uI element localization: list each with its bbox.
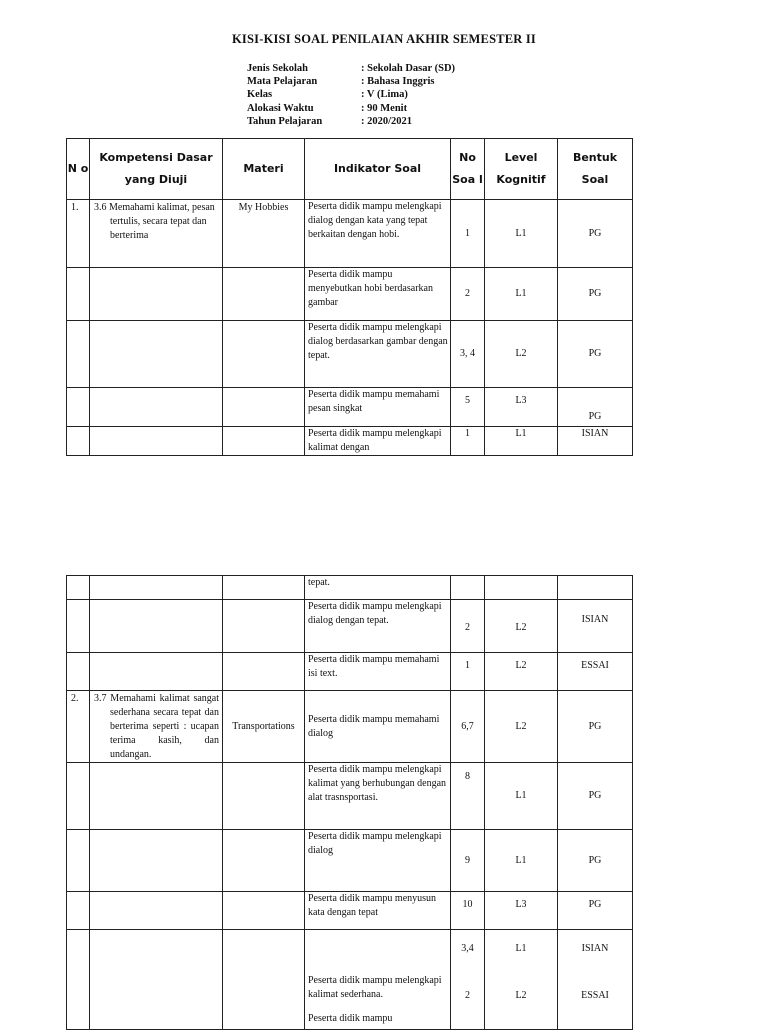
cell-indikator: Peserta didik mampu menyusun kata dengan tepat xyxy=(305,892,451,930)
header-indikator-soal: Indikator Soal xyxy=(305,139,451,200)
cell-indikator: Peserta didik mampu melengkapi dialog dengan tepat. xyxy=(305,600,451,653)
cell-kompetensi-dasar xyxy=(90,321,223,388)
cell-level: L1 xyxy=(485,268,558,321)
cell-no xyxy=(67,763,90,830)
cell-kompetensi-dasar xyxy=(90,653,223,691)
cell-materi: Transportations xyxy=(223,691,305,763)
cell-no xyxy=(67,268,90,321)
cell-bentuk xyxy=(558,576,633,600)
indikator-text: Peserta didik mampu melengkapi kalimat sederhana. xyxy=(308,975,442,1000)
cell-bentuk: ESSAI xyxy=(558,653,633,691)
cell-level: L1 xyxy=(485,763,558,830)
cell-no: 2. xyxy=(67,691,90,763)
kd-text: 3.6 Memahami kalimat, pesan tertulis, secara tepat dan berterima xyxy=(94,202,215,241)
cell-materi xyxy=(223,576,305,600)
cell-indikator: Peserta didik mampu melengkapi dialog dengan kata yang tepat berkaitan dengan hobi. xyxy=(305,200,451,268)
cell-materi xyxy=(223,763,305,830)
meta-value: : Sekolah Dasar (SD) xyxy=(361,63,456,74)
cell-no-soal: 3, 4 xyxy=(451,321,485,388)
level-value: L1 xyxy=(515,943,527,954)
meta-label: Jenis Sekolah xyxy=(247,63,308,74)
cell-indikator: Peserta didik mampu melengkapi kalimat dengan xyxy=(305,427,451,456)
cell-kompetensi-dasar xyxy=(90,576,223,600)
meta-label: Mata Pelajaran xyxy=(247,76,318,88)
cell-materi xyxy=(223,427,305,456)
cell-kompetensi-dasar xyxy=(90,691,223,763)
cell-no xyxy=(67,892,90,930)
cell-no xyxy=(67,388,90,427)
header-no-soal: No Soa l xyxy=(451,139,485,200)
cell-kompetensi-dasar xyxy=(90,892,223,930)
table-row xyxy=(67,892,633,930)
cell-no xyxy=(67,830,90,892)
cell-no-soal xyxy=(451,576,485,600)
table-row xyxy=(67,576,633,600)
table-row xyxy=(67,427,633,456)
cell-no-soal: 5 xyxy=(451,388,485,427)
cell-bentuk: ISIAN xyxy=(558,427,633,456)
document-title: KISI-KISI SOAL PENILAIAN AKHIR SEMESTER II xyxy=(232,32,536,46)
cell-no xyxy=(67,653,90,691)
meta-label: Kelas xyxy=(247,89,273,101)
cell-level: L1 xyxy=(485,830,558,892)
cell-indikator: Peserta didik mampu memahami pesan singkat xyxy=(305,388,451,427)
kisi-kisi-table-page1 xyxy=(66,138,633,456)
cell-indikator: Peserta didik mampu menyebutkan hobi berdasarkan gambar xyxy=(305,268,451,321)
no-soal-value: 2 xyxy=(465,990,470,1001)
cell-indikator: Peserta didik mampu melengkapi dialog xyxy=(305,830,451,892)
cell-level: L2 xyxy=(485,653,558,691)
table-row xyxy=(67,200,633,268)
cell-materi xyxy=(223,600,305,653)
header-level-kognitif: Level Kognitif xyxy=(485,139,558,200)
cell-kompetensi-dasar xyxy=(90,268,223,321)
meta-value: : 90 Menit xyxy=(361,102,408,114)
cell-level: L3 xyxy=(485,388,558,427)
header-materi: Materi xyxy=(223,139,305,200)
meta-value: : 2020/2021 xyxy=(361,115,413,127)
cell-indikator: tepat. xyxy=(305,576,451,600)
cell-indikator xyxy=(305,930,451,1030)
cell-bentuk: PG xyxy=(558,830,633,892)
cell-level: L2 xyxy=(485,600,558,653)
level-value: L2 xyxy=(515,990,527,1001)
table-row xyxy=(67,268,633,321)
meta-label: Tahun Pelajaran xyxy=(247,115,323,127)
meta-value: : Bahasa Inggris xyxy=(361,76,435,88)
table-row xyxy=(67,763,633,830)
cell-level xyxy=(485,576,558,600)
cell-level: L2 xyxy=(485,691,558,763)
cell-no-soal: 2 xyxy=(451,600,485,653)
kd-text: 3.7 Memahami kalimat sangat sederhana secara tepat dan berterima seperti : ucapan terima kasih, dan undangan. xyxy=(94,693,219,760)
cell-materi xyxy=(223,930,305,1030)
table-row xyxy=(67,600,633,653)
cell-no-soal: 2 xyxy=(451,268,485,321)
cell-no-soal: 6,7 xyxy=(451,691,485,763)
cell-no-soal: 1 xyxy=(451,427,485,456)
cell-indikator: Peserta didik mampu memahami dialog xyxy=(305,691,451,763)
no-soal-value: 3,4 xyxy=(461,943,474,954)
cell-no xyxy=(67,600,90,653)
cell-bentuk: PG xyxy=(558,268,633,321)
cell-level xyxy=(485,930,558,1030)
cell-no-soal: 10 xyxy=(451,892,485,930)
cell-bentuk: PG xyxy=(558,200,633,268)
cell-kompetensi-dasar xyxy=(90,427,223,456)
table-header-row xyxy=(67,139,633,200)
cell-materi xyxy=(223,892,305,930)
table-row xyxy=(67,830,633,892)
table-row xyxy=(67,321,633,388)
cell-level: L1 xyxy=(485,427,558,456)
cell-no xyxy=(67,930,90,1030)
cell-no: 1. xyxy=(67,200,90,268)
cell-materi xyxy=(223,388,305,427)
cell-no-soal: 1 xyxy=(451,200,485,268)
meta-label: Alokasi Waktu xyxy=(247,102,314,114)
cell-bentuk: PG xyxy=(558,321,633,388)
cell-materi xyxy=(223,653,305,691)
meta-row xyxy=(247,75,455,88)
bentuk-value: ISIAN xyxy=(581,943,609,954)
bentuk-value: ESSAI xyxy=(581,990,609,1001)
cell-bentuk: PG xyxy=(558,763,633,830)
cell-indikator: Peserta didik mampu melengkapi dialog berdasarkan gambar dengan tepat. xyxy=(305,321,451,388)
cell-materi xyxy=(223,268,305,321)
meta-row xyxy=(247,62,455,75)
cell-kompetensi-dasar xyxy=(90,763,223,830)
cell-bentuk: ISIAN xyxy=(558,600,633,653)
indikator-text-continued: Peserta didik mampu xyxy=(308,1013,393,1024)
cell-kompetensi-dasar xyxy=(90,600,223,653)
cell-no xyxy=(67,427,90,456)
cell-level: L3 xyxy=(485,892,558,930)
cell-kompetensi-dasar xyxy=(90,388,223,427)
cell-materi: My Hobbies xyxy=(223,200,305,268)
cell-level: L1 xyxy=(485,200,558,268)
cell-no-soal xyxy=(451,930,485,1030)
cell-bentuk xyxy=(558,930,633,1030)
cell-bentuk: PG xyxy=(558,892,633,930)
cell-materi xyxy=(223,830,305,892)
table-row xyxy=(67,691,633,763)
table-row xyxy=(67,388,633,427)
header-bentuk-soal: Bentuk Soal xyxy=(558,139,633,200)
cell-bentuk: PG xyxy=(558,388,633,427)
meta-value: : V (Lima) xyxy=(361,89,408,101)
cell-no-soal: 1 xyxy=(451,653,485,691)
cell-no-soal: 8 xyxy=(451,763,485,830)
cell-level: L2 xyxy=(485,321,558,388)
header-no: N o xyxy=(67,139,90,200)
meta-row xyxy=(247,102,455,115)
cell-no-soal: 9 xyxy=(451,830,485,892)
meta-row xyxy=(247,115,455,128)
cell-indikator: Peserta didik mampu memahami isi text. xyxy=(305,653,451,691)
meta-row xyxy=(247,88,455,101)
cell-kompetensi-dasar xyxy=(90,930,223,1030)
cell-no xyxy=(67,576,90,600)
cell-kompetensi-dasar xyxy=(90,200,223,268)
cell-kompetensi-dasar xyxy=(90,830,223,892)
kisi-kisi-table-page2 xyxy=(66,575,633,1030)
cell-materi xyxy=(223,321,305,388)
table-row xyxy=(67,653,633,691)
table-row xyxy=(67,930,633,1030)
cell-indikator: Peserta didik mampu melengkapi kalimat yang berhubungan dengan alat trasnsportasi. xyxy=(305,763,451,830)
cell-no xyxy=(67,321,90,388)
document-meta xyxy=(247,62,455,128)
header-kompetensi-dasar: Kompetensi Dasar yang Diuji xyxy=(90,139,223,200)
cell-bentuk: PG xyxy=(558,691,633,763)
